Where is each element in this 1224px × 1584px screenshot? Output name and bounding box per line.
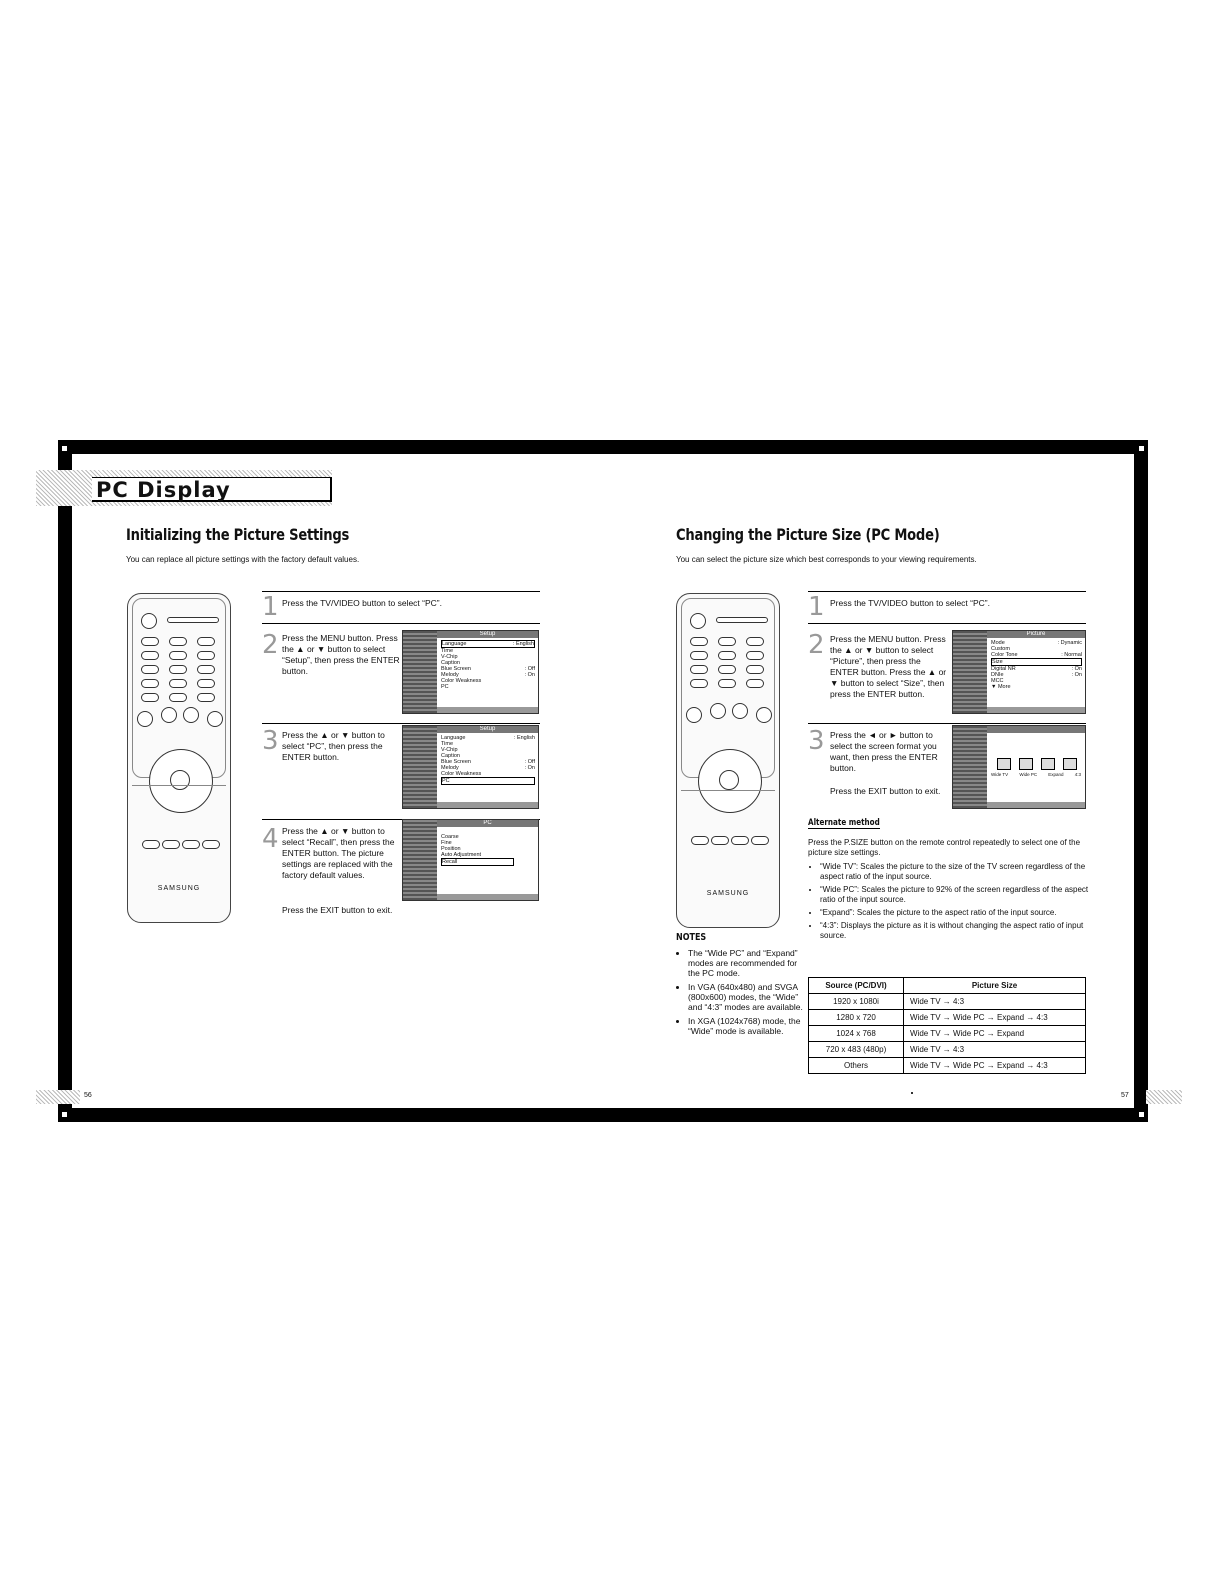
step-number: 3 [262,726,279,756]
mode-selector [716,617,768,623]
osd-menu-item: Color Weakness [441,678,482,684]
size-option-icon [1019,758,1033,770]
osd-menu-item: Mode : Dynamic [991,640,1082,646]
notes-list [676,948,806,1040]
corner-mark [1139,446,1144,451]
osd-picture-menu: Picture Mode : Dynamic Custom Color Tone : Normal Size Digital NR : On DNIe : On MCC ▼ More [952,630,1086,714]
osd-menu-item: Language : English [442,641,534,647]
notes-heading: NOTES [676,932,707,943]
page-number-left: 56 [84,1092,92,1099]
osd-menu-item: Fine [441,840,452,846]
page-number-band-right [1146,1090,1182,1104]
osd-menu-item: Caption [441,660,460,666]
number-button [169,651,187,660]
page-title: PC Display [92,477,332,502]
osd-menu-item: Position [441,846,461,852]
size-option-labels: Wide TV Wide PC Expand 4:3 [991,772,1081,777]
osd-menu-item: Auto Adjustment [441,852,482,858]
number-button [690,651,708,660]
osd-menu-item: Size [991,658,1082,666]
osd-menu-item: Recall [441,858,514,866]
size-option-description: • “Wide TV”: Scales the picture to the size of the TV screen regardless of the aspect ratio of the input source. [820,862,1092,882]
page-number-band-left [36,1090,80,1104]
osd-setup-menu: Setup Language : English Time V-Chip Caption Blue Screen : Off Melody : On Color Weakness PC [402,725,539,809]
osd-menu-item: PC [441,684,449,690]
step-text: Press the TV/VIDEO button to select “PC”. [830,598,990,608]
step-divider [262,591,540,592]
frame-right-border [1134,440,1148,1122]
number-button [169,693,187,702]
alternate-method-list [808,862,1092,944]
picture-size-cell: Wide TV → Wide PC → Expand [904,1026,1086,1042]
osd-menu-item: Caption [441,753,460,759]
size-option-icon [1063,758,1077,770]
power-icon [141,613,157,629]
table-header: Source (PC/DVI) [809,978,904,994]
channel-icon [183,707,199,723]
mute-icon [686,707,702,723]
step-divider [262,723,540,724]
osd-menu-item: Blue Screen : Off [441,666,535,672]
number-button [718,651,736,660]
remote-top-panel [132,598,226,778]
number-button [718,665,736,674]
table-row [809,1026,1086,1042]
stray-mark [911,1092,913,1094]
page-number-right: 57 [1121,1092,1129,1099]
number-button [141,679,159,688]
number-button [169,665,187,674]
step-number: 1 [262,592,279,622]
osd-menu-item: Blue Screen : Off [441,759,535,765]
step-text: Press the MENU button. Press the ▲ or ▼ button to select “Setup”, then press the ENTER button. [282,633,400,676]
section-intro-right: You can select the picture size which best corresponds to your viewing requirements. [676,555,977,564]
osd-menu-item: MCC [991,678,1004,684]
table-header: Picture Size [904,978,1086,994]
mute-icon [137,711,153,727]
osd-menu-item: DNIe : On [991,672,1082,678]
remote-top-panel [681,598,775,778]
section-intro-left: You can replace all picture settings with the factory default values. [126,555,360,564]
number-button [197,665,215,674]
table-row [809,994,1086,1010]
table-row [809,1010,1086,1026]
picture-size-cell: Wide TV → 4:3 [904,994,1086,1010]
osd-size-menu [952,725,1086,809]
section-title-left: Initializing the Picture Settings [126,525,350,544]
osd-menu-item: ▼ More [991,684,1011,690]
remote-button [197,637,215,646]
number-button [690,665,708,674]
step-exit-text: Press the EXIT button to exit. [282,905,393,915]
alternate-method-text: Press the P.SIZE button on the remote control repeatedly to select one of the picture size settings. [808,838,1081,857]
number-button [746,651,764,660]
corner-mark [62,446,67,451]
osd-menu-item: V-Chip [441,654,458,660]
number-button [141,665,159,674]
number-button [169,679,187,688]
step-divider [262,623,540,624]
note-item: • In XGA (1024x768) mode, the “Wide” mode is available. [688,1016,806,1036]
note-item: • The “Wide PC” and “Expand” modes are recommended for the PC mode. [688,948,806,978]
remote-brand-logo: SAMSUNG [157,885,201,892]
osd-menu-item: Coarse [441,834,459,840]
volume-icon [161,707,177,723]
mode-selector [167,617,219,623]
source-cell: 720 x 483 (480p) [809,1042,904,1058]
number-button [746,665,764,674]
frame-left-border [58,440,72,1122]
remote-button [169,637,187,646]
osd-menu-item: Color Weakness [441,771,482,777]
frame-bottom-border [58,1108,1148,1122]
size-option-icon [997,758,1011,770]
source-cell: 1024 x 768 [809,1026,904,1042]
size-option-icon [1041,758,1055,770]
osd-setup-menu: Setup Language : English Time V-Chip Caption Blue Screen : Off Melody : On Color Weakness PC [402,630,539,714]
number-button [690,679,708,688]
number-button [197,651,215,660]
channel-icon [732,703,748,719]
number-button [141,693,159,702]
osd-menu-item: Language : English [441,735,535,741]
step-number: 2 [262,630,279,660]
step-number: 3 [808,726,825,756]
number-button [141,651,159,660]
picture-size-table [808,977,1086,1074]
remote-control-illustration [127,593,231,923]
tv-video-icon [756,707,772,723]
source-cell: 1920 x 1080i [809,994,904,1010]
remote-button [718,637,736,646]
step-divider [808,723,1086,724]
source-cell: Others [809,1058,904,1074]
step-exit-text: Press the EXIT button to exit. [830,786,941,796]
osd-menu-item: Color Tone : Normal [991,652,1082,658]
table-row [809,1042,1086,1058]
tv-video-icon [207,711,223,727]
power-icon [690,613,706,629]
osd-menu-item: Time [441,648,454,654]
osd-menu-item: Digital NR : On [991,666,1082,672]
frame-top-border [58,440,1148,454]
osd-menu-item: Time [441,741,454,747]
step-number: 2 [808,630,825,660]
source-cell: 1280 x 720 [809,1010,904,1026]
number-button [718,679,736,688]
osd-menu-item: PC [441,777,535,785]
step-text: Press the MENU button. Press the ▲ or ▼ button to select “Picture”, then press the ENTER button. Press the ▲ or ▼ button to select “Size”, then press the ENTER button. [830,634,947,699]
osd-menu-item: V-Chip [441,747,458,753]
step-divider [808,623,1086,624]
alternate-method-heading: Alternate method [808,818,880,828]
remote-button [746,637,764,646]
remote-button [141,637,159,646]
size-option-description: • “Expand”: Scales the picture to the aspect ratio of the input source. [820,908,1092,918]
corner-mark [1139,1112,1144,1117]
step-number: 4 [262,824,279,854]
picture-size-cell: Wide TV → Wide PC → Expand → 4:3 [904,1010,1086,1026]
osd-menu-item: Custom [991,646,1010,652]
size-option-description: • “Wide PC”: Scales the picture to 92% of the screen regardless of the aspect ratio of the input source. [820,885,1092,905]
remote-lower-panel [681,790,775,921]
step-text: Press the TV/VIDEO button to select “PC”. [282,598,442,608]
note-item: • In VGA (640x480) and SVGA (800x600) modes, the “Wide” and “4:3” modes are available. [688,982,806,1012]
step-divider [808,591,1086,592]
step-number: 1 [808,592,825,622]
osd-menu-item: Melody : On [441,672,535,678]
table-row [809,1058,1086,1074]
osd-menu-item: Melody : On [441,765,535,771]
corner-mark [62,1112,67,1117]
number-button [746,679,764,688]
step-text: Press the ▲ or ▼ button to select “PC”, then press the ENTER button. [282,730,385,762]
section-title-right: Changing the Picture Size (PC Mode) [676,525,940,544]
step-text: Press the ◄ or ► button to select the screen format you want, then press the ENTER button. [830,730,938,773]
remote-lower-panel [132,785,226,916]
number-button [197,679,215,688]
remote-button [690,637,708,646]
number-button [197,693,215,702]
picture-size-cell: Wide TV → 4:3 [904,1042,1086,1058]
remote-brand-logo: SAMSUNG [706,890,750,897]
size-option-description: • “4:3”: Displays the picture as it is without changing the aspect ratio of input source. [820,921,1092,941]
volume-icon [710,703,726,719]
remote-control-illustration [676,593,780,928]
osd-pc-menu: PC Coarse Fine Position Auto Adjustment Recall [402,819,539,901]
step-text: Press the ▲ or ▼ button to select “Recall”, then press the ENTER button. The picture settings are replaced with the factory default values. [282,826,395,880]
picture-size-cell: Wide TV → Wide PC → Expand → 4:3 [904,1058,1086,1074]
